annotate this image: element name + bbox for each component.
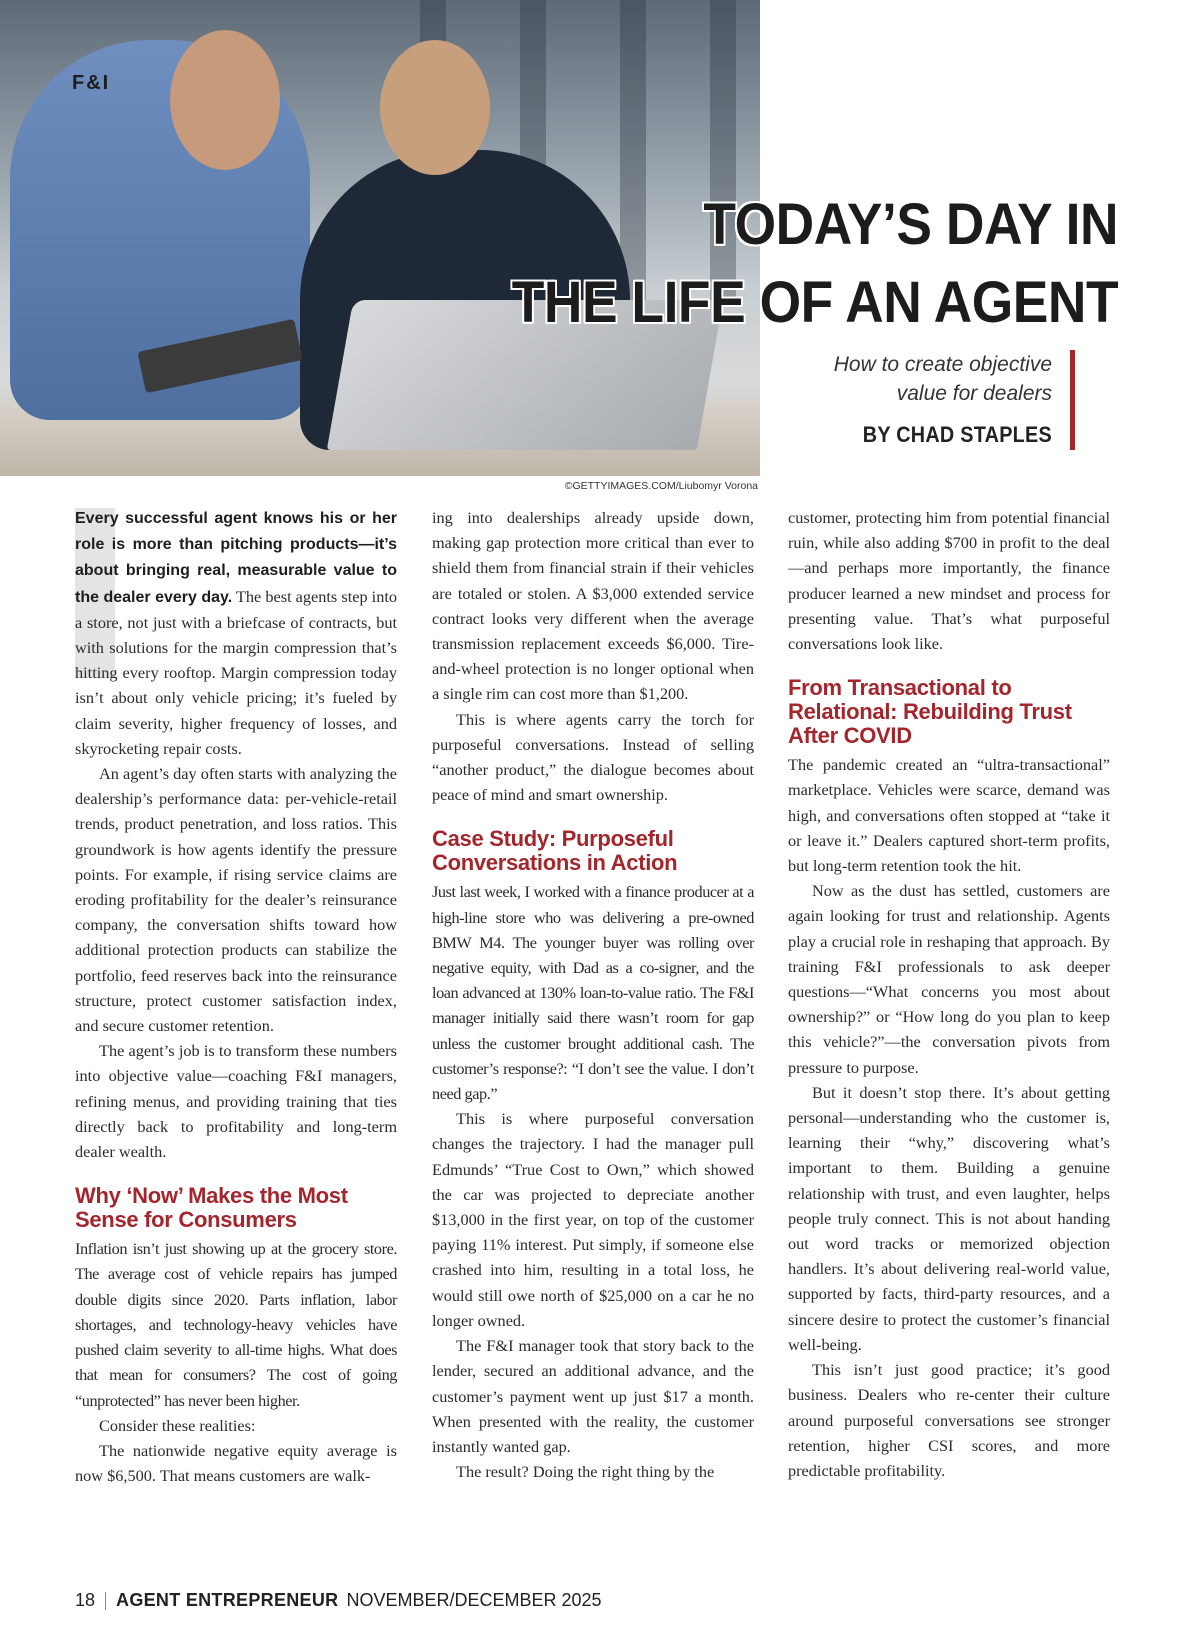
lead-paragraph (75, 505, 397, 761)
footer-divider (105, 1592, 106, 1610)
lead-text: The best agents step into a store, not just with a briefcase of contracts, but with solutions for the margin compression that’s hitting every rooftop. Margin compression today isn’t about only vehicle pricing; it’s fueled by claim severity, higher frequency of losses, and skyrocketing repair costs. (75, 586, 397, 758)
paragraph: ing into dealerships already upside down, making gap protection more critical than ever to shield them from financial strain if their vehicles are totaled or stolen. A $3,000 extended service contract looks very different when the average transmission replacement exceeds $6,000. Tire-and-wheel protection is no longer optional when a single rim can cost more than $1,200. (432, 508, 754, 704)
paragraph: The pandemic created an “ultra-transactional” marketplace. Vehicles were scarce, demand was high, and conversations often stopped at “take it or leave it.” Dealers captured short-term profits, but long-term retention took the hit. (788, 755, 1110, 876)
title-line-2: THE LIFE OF AN AGENT (511, 270, 1118, 335)
paragraph: This is where purposeful conversation changes the trajectory. I had the manager pull Edmunds’ “True Cost to Own,” which showed the car was projected to depreciate another $13,000 in the first year, on top of the customer paying 11% interest. Put simply, if someone else crashed into him, resulting in a total loss, he would still owe north of $25,000 on a car he no longer owned. (432, 1109, 754, 1330)
paragraph: But it doesn’t stop there. It’s about getting personal—understanding who the customer is, learning their “why,” discovering what’s important to them. Building a genuine relationship with trust, and even laughter, helps people truly connect. This is not about handing out word tracks or memorized objection handlers. It’s about delivering real-world value, supported by facts, third-party resources, and a sincere desire to protect the customer’s financial well-being. (788, 1082, 1110, 1354)
paragraph: This is where agents carry the torch for purposeful conversations. Instead of selling “another product,” the dialogue becomes about peace of mind and smart ownership. (432, 709, 754, 805)
page-number: 18 (75, 1590, 96, 1610)
paragraph: This isn’t just good practice; it’s good business. Dealers who re-center their culture around purposeful conversations see stronger retention, higher CSI scores, and more predictable profitability. (788, 1360, 1110, 1480)
paragraph: Consider these realities: (99, 1415, 256, 1435)
column-3 (788, 505, 1110, 1483)
article-title (512, 186, 1118, 342)
section-heading: Case Study: Purposeful Conversations in Action (432, 826, 678, 876)
subtitle-block (792, 350, 1075, 450)
article-subtitle: How to create objective value for dealers (833, 353, 1052, 405)
paragraph: The F&I manager took that story back to the lender, secured an additional advance, and the customer’s payment went up just $17 a month. When presented with the reality, the customer instantly wanted gap. (432, 1336, 754, 1456)
magazine-name: AGENT ENTREPRENEUR (116, 1590, 339, 1610)
byline: BY CHAD STAPLES (862, 422, 1052, 447)
column-2 (432, 505, 754, 1484)
paragraph: Just last week, I worked with a finance producer at a high-line store who was delivering a pre-owned BMW M4. The younger buyer was rolling over negative equity, with Dad as a co-signer, and the loan advanced at 130% loan-to-value ratio. The F&I manager initially said there wasn’t room for gap unless the customer brought additional cash. The customer’s response?: “I don’t see the value. I don’t need gap.” (432, 882, 754, 1104)
paragraph: An agent’s day often starts with analyzing the dealership’s performance data: per-vehicle-retail trends, product penetration, and loss ratios. This groundwork is how agents identify the pressure points. For example, if rising service claims are eroding profitability for the dealer’s reinsurance company, the conversation shifts toward how additional protection products can stabilize the portfolio, feed reserves back into the reinsurance structure, protect customer satisfaction index, and secure customer retention. (75, 764, 397, 1036)
issue-date: NOVEMBER/DECEMBER 2025 (346, 1590, 602, 1610)
paragraph: The agent’s job is to transform these numbers into objective value—coaching F&I managers, refining menus, and providing training that ties directly back to profitability and long-term dealer wealth. (75, 1041, 397, 1162)
section-tag: F&I (72, 72, 111, 94)
paragraph: Now as the dust has settled, customers are again looking for trust and relationship. Agents play a crucial role in reshaping that approach. By training F&I professionals to ask deeper questions—“What concerns you most about ownership?” or “How long do you plan to keep this vehicle?”—the conversation pivots from pressure to purpose. (788, 881, 1110, 1077)
title-line-1: TODAY’S DAY IN (703, 192, 1118, 257)
paragraph: Inflation isn’t just showing up at the grocery store. The average cost of vehicle repairs has jumped double digits since 2020. Parts inflation, labor shortages, and technology-heavy vehicles have pushed claim severity to all-time highs. What does that mean for consumers? The cost of going “unprotected” has never been higher. (75, 1239, 397, 1410)
section-heading: From Transactional to Relational: Rebuilding Trust After COVID (788, 675, 1072, 749)
photo-credit: ©GETTYIMAGES.COM/Liubomyr Vorona (564, 480, 758, 492)
column-1 (75, 505, 397, 1488)
page-footer (75, 1590, 602, 1611)
paragraph: The result? Doing the right thing by the (456, 1462, 715, 1482)
paragraph: customer, protecting him from potential financial ruin, while also adding $700 in profit to the deal—and perhaps more importantly, the finance producer learned a new mindset and process for presenting value. That’s what purposeful conversations look like. (788, 508, 1110, 654)
section-heading: Why ‘Now’ Makes the Most Sense for Consumers (75, 1183, 348, 1233)
lead-bold-text: Every successful agent knows his or her role is more than pitching products—it’s about bringing real, measurable value to the dealer every day. (75, 510, 397, 606)
paragraph: The nationwide negative equity average is now $6,500. That means customers are walk- (75, 1440, 397, 1486)
